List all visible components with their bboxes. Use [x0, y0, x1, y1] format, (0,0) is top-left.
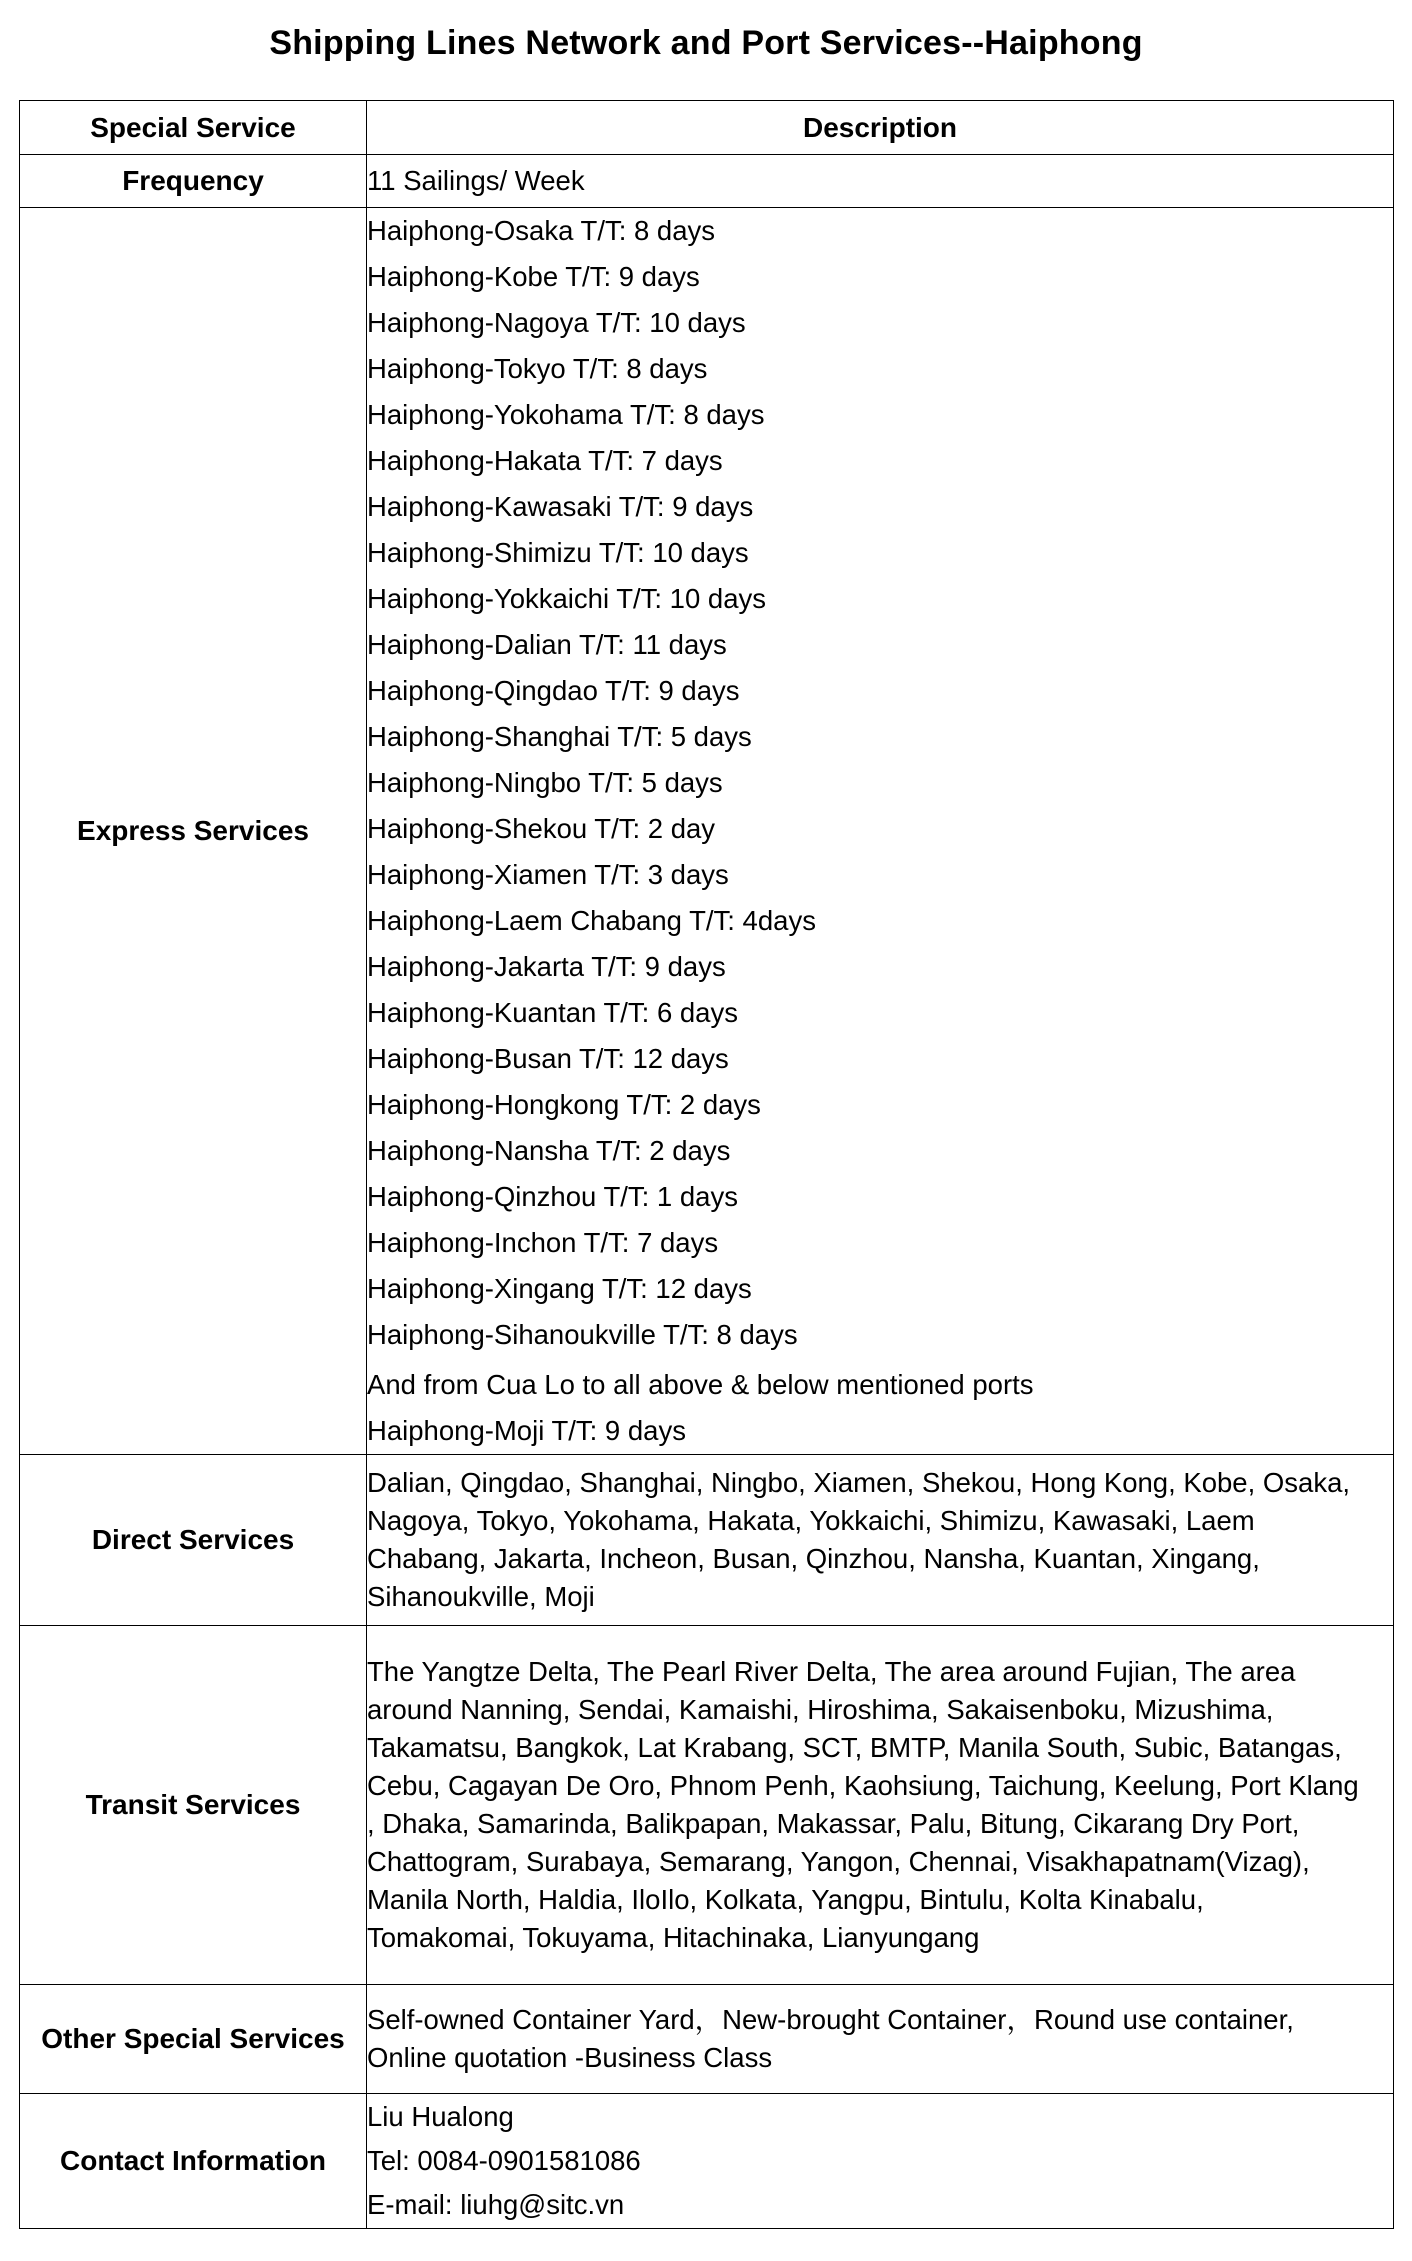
- direct-services-line: Nagoya, Tokyo, Yokohama, Hakata, Yokkaichi, Shimizu, Kawasaki, Laem: [367, 1505, 1255, 1536]
- express-route: Haiphong-Yokkaichi T/T: 10 days: [367, 583, 766, 614]
- express-services-list: [367, 208, 1394, 1455]
- row-direct-services: [20, 1455, 1394, 1626]
- transit-services-line: Cebu, Cagayan De Oro, Phnom Penh, Kaohsiung, Taichung, Keelung, Port Klang: [367, 1770, 1359, 1801]
- transit-services-line: Manila North, Haldia, IloIlo, Kolkata, Yangpu, Bintulu, Kolta Kinabalu,: [367, 1884, 1204, 1915]
- direct-services-line: Chabang, Jakarta, Incheon, Busan, Qinzhou, Nansha, Kuantan, Xingang,: [367, 1543, 1260, 1574]
- express-route: Haiphong-Kuantan T/T: 6 days: [367, 997, 738, 1028]
- direct-services-text: [367, 1455, 1394, 1626]
- contact-information-label: Contact Information: [20, 2094, 367, 2229]
- header-description: Description: [367, 101, 1394, 155]
- transit-services-line: Takamatsu, Bangkok, Lat Krabang, SCT, BMTP, Manila South, Subic, Batangas,: [367, 1732, 1342, 1763]
- frequency-value: 11 Sailings/ Week: [367, 155, 1394, 208]
- express-route: Haiphong-Jakarta T/T: 9 days: [367, 951, 726, 982]
- other-services-line: Online quotation -Business Class: [367, 2042, 773, 2073]
- express-route: Haiphong-Kawasaki T/T: 9 days: [367, 491, 754, 522]
- express-route: Haiphong-Xiamen T/T: 3 days: [367, 859, 729, 890]
- express-route: Haiphong-Laem Chabang T/T: 4days: [367, 905, 816, 936]
- express-route: Haiphong-Shimizu T/T: 10 days: [367, 537, 749, 568]
- direct-services-line: Dalian, Qingdao, Shanghai, Ningbo, Xiamen, Shekou, Hong Kong, Kobe, Osaka,: [367, 1467, 1351, 1498]
- row-frequency: [20, 155, 1394, 208]
- express-services-label: Express Services: [20, 208, 367, 1455]
- services-table: [19, 100, 1394, 2229]
- express-route: Haiphong-Shanghai T/T: 5 days: [367, 721, 752, 752]
- express-route: Haiphong-Ningbo T/T: 5 days: [367, 767, 723, 798]
- express-route: Haiphong-Moji T/T: 9 days: [367, 1415, 686, 1446]
- direct-services-line: Sihanoukville, Moji: [367, 1581, 595, 1612]
- express-route: Haiphong-Hakata T/T: 7 days: [367, 445, 723, 476]
- row-other-special-services: [20, 1985, 1394, 2094]
- contact-information-text: [367, 2094, 1394, 2229]
- express-route: Haiphong-Nagoya T/T: 10 days: [367, 307, 746, 338]
- other-special-services-text: [367, 1985, 1394, 2094]
- row-contact-information: [20, 2094, 1394, 2229]
- express-route: Haiphong-Nansha T/T: 2 days: [367, 1135, 731, 1166]
- express-route: Haiphong-Inchon T/T: 7 days: [367, 1227, 719, 1258]
- transit-services-label: Transit Services: [20, 1626, 367, 1985]
- express-route: Haiphong-Sihanoukville T/T: 8 days: [367, 1319, 798, 1350]
- transit-services-line: , Dhaka, Samarinda, Balikpapan, Makassar, Palu, Bitung, Cikarang Dry Port,: [367, 1808, 1300, 1839]
- transit-services-line: Chattogram, Surabaya, Semarang, Yangon, Chennai, Visakhapatnam(Vizag),: [367, 1846, 1310, 1877]
- express-route: Haiphong-Kobe T/T: 9 days: [367, 261, 700, 292]
- page-title: Shipping Lines Network and Port Services--Haiphong: [269, 24, 1143, 62]
- transit-services-line: Tomakomai, Tokuyama, Hitachinaka, Lianyungang: [367, 1922, 980, 1953]
- transit-services-line: The Yangtze Delta, The Pearl River Delta, The area around Fujian, The area: [367, 1656, 1296, 1687]
- row-express-services: [20, 208, 1394, 1455]
- frequency-label: Frequency: [20, 155, 367, 208]
- express-route: Haiphong-Shekou T/T: 2 day: [367, 813, 716, 844]
- express-route: Haiphong-Tokyo T/T: 8 days: [367, 353, 708, 384]
- express-route: Haiphong-Hongkong T/T: 2 days: [367, 1089, 761, 1120]
- contact-phone: Tel: 0084-0901581086: [367, 2145, 641, 2176]
- express-note: And from Cua Lo to all above & below mentioned ports: [367, 1369, 1034, 1400]
- other-special-services-label: Other Special Services: [20, 1985, 367, 2094]
- header-special-service: Special Service: [20, 101, 367, 155]
- transit-services-line: around Nanning, Sendai, Kamaishi, Hiroshima, Sakaisenboku, Mizushima,: [367, 1694, 1274, 1725]
- direct-services-label: Direct Services: [20, 1455, 367, 1626]
- contact-email: E-mail: liuhg@sitc.vn: [367, 2189, 625, 2220]
- contact-name: Liu Hualong: [367, 2101, 514, 2132]
- table-header-row: [20, 101, 1394, 155]
- row-transit-services: [20, 1626, 1394, 1985]
- transit-services-text: [367, 1626, 1394, 1985]
- express-route: Haiphong-Busan T/T: 12 days: [367, 1043, 729, 1074]
- express-route: Haiphong-Qinzhou T/T: 1 days: [367, 1181, 738, 1212]
- express-route: Haiphong-Osaka T/T: 8 days: [367, 215, 716, 246]
- other-services-line: Self-owned Container Yard，New-brought Container，Round use container,: [367, 2004, 1294, 2035]
- express-route: Haiphong-Qingdao T/T: 9 days: [367, 675, 740, 706]
- express-route: Haiphong-Dalian T/T: 11 days: [367, 629, 727, 660]
- express-route: Haiphong-Yokohama T/T: 8 days: [367, 399, 765, 430]
- express-route: Haiphong-Xingang T/T: 12 days: [367, 1273, 752, 1304]
